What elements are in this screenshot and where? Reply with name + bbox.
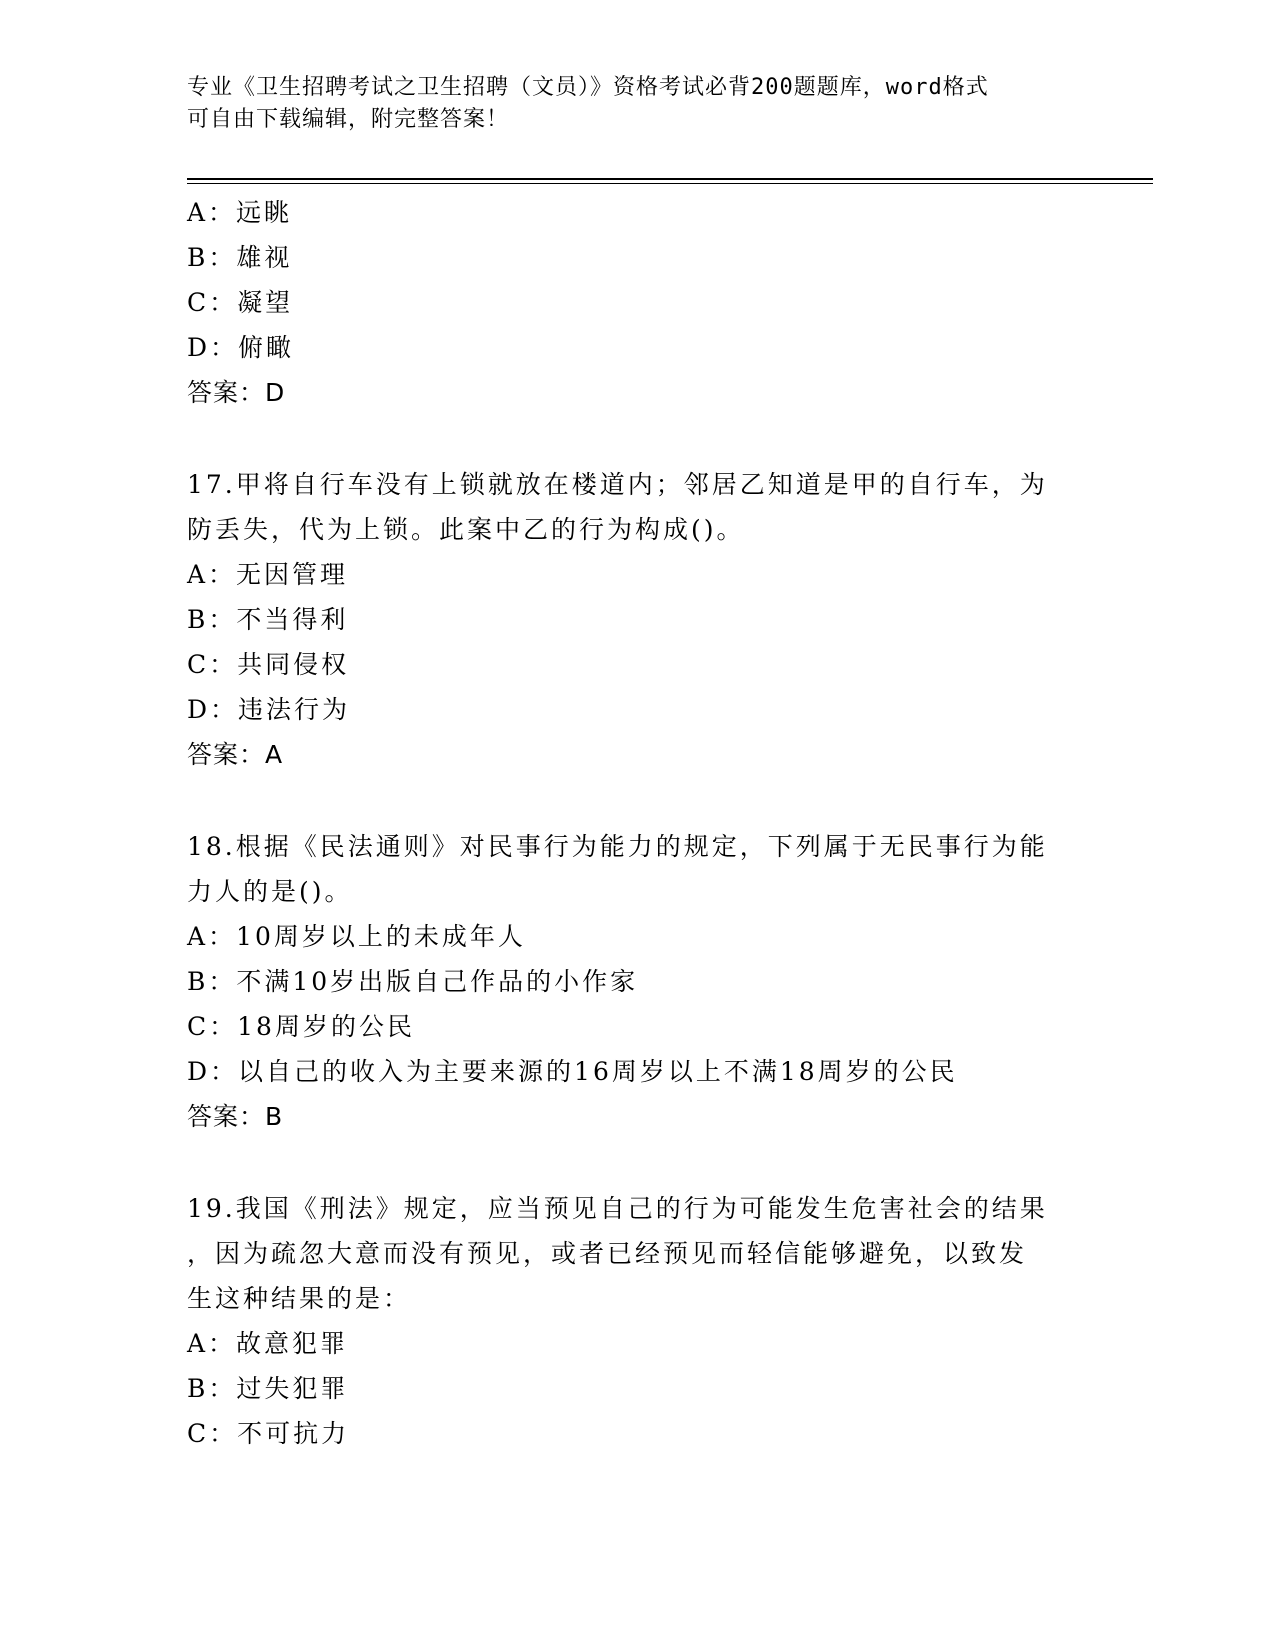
header-line-1: 专业《卫生招聘考试之卫生招聘（文员）》资格考试必背200题题库，word格式 — [187, 75, 989, 100]
question-stem-line: 生这种结果的是： — [187, 1284, 412, 1313]
answer: 答案：A — [187, 740, 284, 769]
option-d: D：以自己的收入为主要来源的16周岁以上不满18周岁的公民 — [187, 1057, 958, 1086]
answer: 答案：B — [187, 1102, 284, 1131]
option-b: B：过失犯罪 — [187, 1374, 349, 1403]
option-a: A：无因管理 — [187, 560, 349, 589]
option-d: D：违法行为 — [187, 695, 351, 724]
header-divider-thin — [187, 183, 1153, 184]
option-c: C：18周岁的公民 — [187, 1012, 415, 1041]
question-stem-line: 力人的是()。 — [187, 877, 353, 906]
header-line-2: 可自由下载编辑，附完整答案！ — [187, 107, 510, 132]
option-a: A：10周岁以上的未成年人 — [187, 922, 526, 951]
question-stem-line: 17.甲将自行车没有上锁就放在楼道内；邻居乙知道是甲的自行车，为 — [187, 470, 1048, 499]
question-stem-line: ，因为疏忽大意而没有预见，或者已经预见而轻信能够避免，以致发 — [187, 1239, 1028, 1268]
option-a: A：远眺 — [187, 198, 293, 227]
option-b: B：不当得利 — [187, 605, 349, 634]
question-16 — [187, 190, 1087, 415]
option-c: C：共同侵权 — [187, 650, 350, 679]
option-b: B：不满10岁出版自己作品的小作家 — [187, 967, 639, 996]
option-c: C：不可抗力 — [187, 1419, 350, 1448]
question-content — [187, 190, 1087, 1456]
answer: 答案：D — [187, 378, 286, 407]
question-19 — [187, 1186, 1087, 1456]
option-d: D：俯瞰 — [187, 333, 295, 362]
page-header — [187, 72, 1067, 136]
question-stem-line: 19.我国《刑法》规定，应当预见自己的行为可能发生危害社会的结果 — [187, 1194, 1048, 1223]
question-17 — [187, 462, 1087, 777]
option-a: A：故意犯罪 — [187, 1329, 349, 1358]
option-b: B：雄视 — [187, 243, 293, 272]
header-divider-thick — [187, 178, 1153, 180]
option-c: C：凝望 — [187, 288, 294, 317]
question-stem-line: 防丢失，代为上锁。此案中乙的行为构成()。 — [187, 515, 745, 544]
question-18 — [187, 824, 1087, 1139]
question-stem-line: 18.根据《民法通则》对民事行为能力的规定，下列属于无民事行为能 — [187, 832, 1048, 861]
